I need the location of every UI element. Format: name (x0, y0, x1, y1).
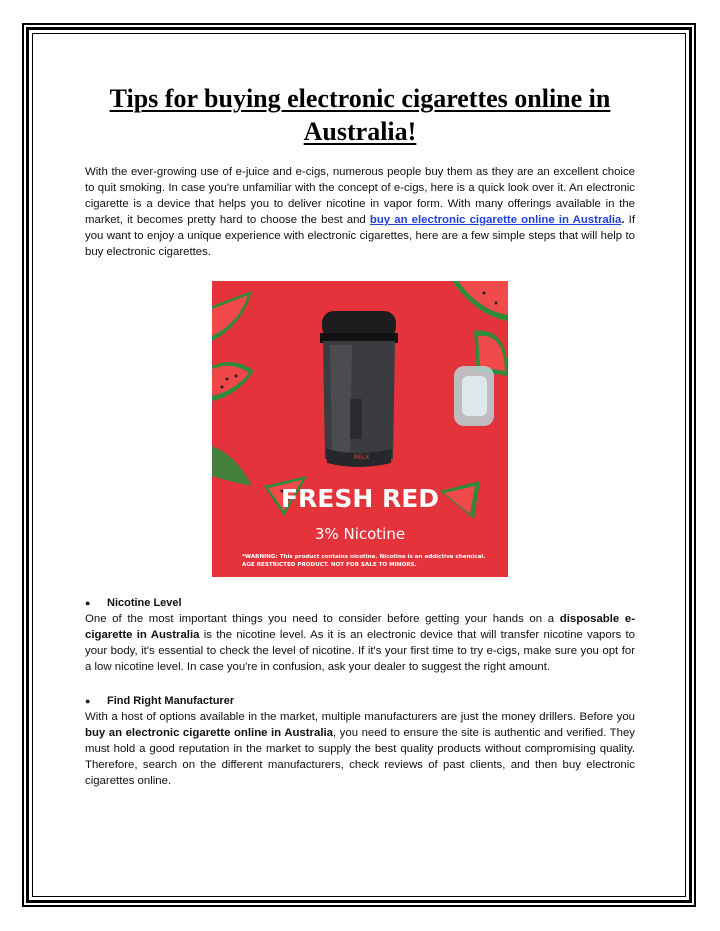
vape-pod-icon (320, 311, 398, 467)
section-text: With a host of options available in the market, multiple manufacturers are just the money drillers. Before you (85, 711, 635, 723)
section-heading-text: Find Right Manufacturer (107, 695, 235, 707)
product-headline: FRESH RED (280, 484, 440, 513)
section-text: One of the most important things you need to consider before getting your hands on a (85, 613, 560, 625)
product-warning-line-2: AGE RESTRICTED PRODUCT. NOT FOR SALE TO MINORS. (242, 562, 417, 568)
intro-text-before-link: With the ever-growing use of e-juice and e-cigs, numerous people buy them as they are an excellent choice to quit smoking. In case you're unfamiliar with the concept of e-cigs, here is a quick look over it. An electronic cigarette is a device that helps you to deliver nicotine in vapor form. With many offerings available in the market, it becomes pretty hard to choose the best and (85, 166, 635, 226)
intro-paragraph (85, 164, 635, 260)
document-content (85, 82, 635, 789)
intro-link-period: . (621, 214, 625, 226)
page-title: Tips for buying electronic cigarettes online in Australia! (109, 84, 611, 146)
section-heading-nicotine-level (85, 595, 635, 611)
section-bold-phrase: disposable e-cigarette in Australia (85, 613, 636, 641)
section-heading-find-right-manufacturer (85, 693, 635, 709)
section-body-nicotine-level (85, 611, 635, 675)
product-warning-line-1: *WARNING: This product contains nicotine. Nicotine is an addictive chemical. (242, 554, 486, 560)
buy-ecig-australia-link[interactable]: buy an electronic cigarette online in Australia (369, 214, 622, 226)
section-text: is the nicotine level. As it is an electronic device that will transfer nicotine vapors to your body, it's essential to check the level of nicotine. If it's your first time to try e-cigs, make sure you opt for a low nicotine level. In case you're in confusion, ask your dealer to suggest the right amount. (85, 629, 635, 673)
product-illustration (212, 281, 508, 577)
section-body-find-right-manufacturer (85, 709, 635, 789)
section-heading-text: Nicotine Level (107, 597, 182, 609)
section-text: , you need to ensure the site is authentic and verified. They must hold a good reputation in the market to supply the best quality products without compromising quality. Therefore, search on the different manufacturers, check reviews of past clients, and then buy electronic cigarettes online. (85, 727, 635, 787)
watermelon-slice-icon (454, 366, 494, 426)
bullet-icon: ● (85, 598, 91, 608)
pod-brand-mark: RELX (354, 454, 370, 461)
section-bold-phrase: buy an electronic cigarette online in Australia (85, 727, 333, 739)
product-image (212, 281, 508, 577)
product-nicotine-strength: 3% Nicotine (314, 525, 406, 543)
intro-text-after-link: If you want to enjoy a unique experience with electronic cigarettes, here are a few simple steps that will help to buy electronic cigarettes. (85, 214, 635, 258)
bullet-icon: ● (85, 696, 91, 706)
